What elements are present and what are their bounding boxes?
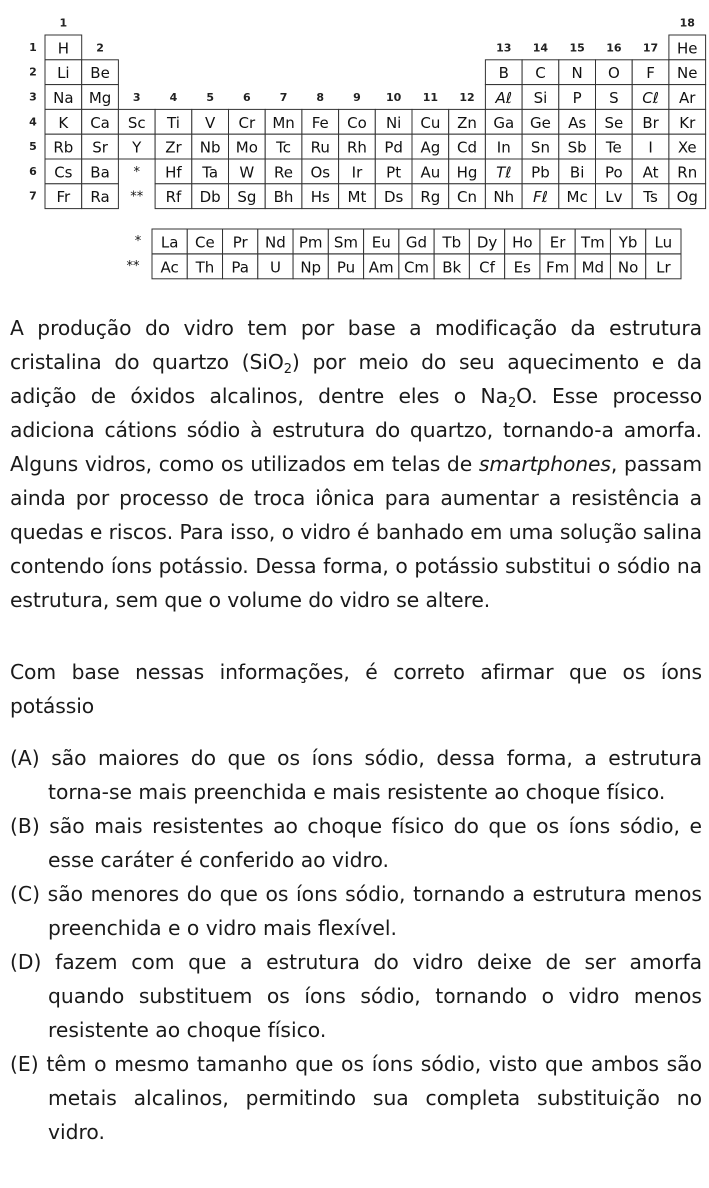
element-symbol: Mt xyxy=(347,188,367,207)
period-label: 7 xyxy=(29,189,37,203)
group-label: 18 xyxy=(679,16,695,30)
element-symbol: Mn xyxy=(272,113,295,132)
element-symbol: Nd xyxy=(265,233,286,252)
element-symbol: Ac xyxy=(160,258,179,277)
group-label: 2 xyxy=(96,41,104,55)
group-label: 6 xyxy=(243,90,251,104)
element-symbol: Na xyxy=(53,89,74,107)
element-symbol: Ge xyxy=(530,113,551,132)
period-label: 3 xyxy=(29,90,37,104)
passage-italic-term: smartphones xyxy=(478,452,611,476)
element-symbol: Hs xyxy=(310,188,330,207)
element-symbol: Lu xyxy=(654,233,673,252)
element-symbol: Te xyxy=(605,138,622,157)
element-symbol: Fm xyxy=(545,258,570,277)
element-symbol: Se xyxy=(604,113,624,132)
group-label: 8 xyxy=(316,90,325,104)
group-label: 14 xyxy=(532,41,549,55)
element-symbol: N xyxy=(571,64,583,83)
element-symbol: Cd xyxy=(457,138,478,157)
element-symbol: Be xyxy=(90,64,110,83)
element-symbol: Pr xyxy=(232,233,248,252)
option-label: (E) xyxy=(10,1052,39,1076)
element-symbol: C xyxy=(535,64,546,83)
element-symbol: Sc xyxy=(127,113,146,132)
period-label: 6 xyxy=(29,164,37,178)
element-symbol: Sr xyxy=(92,138,108,157)
element-symbol: H xyxy=(57,39,69,58)
element-symbol: La xyxy=(160,233,179,252)
group-label: 4 xyxy=(169,90,178,104)
element-symbol: Ce xyxy=(195,233,215,252)
option-label: (C) xyxy=(10,882,40,906)
element-symbol: Mg xyxy=(88,89,112,107)
element-symbol: In xyxy=(496,138,511,157)
option-text: são mais resistentes ao choque físico do que os íons sódio, e esse caráter é conferido ao vidro. xyxy=(48,814,702,872)
element-symbol: Md xyxy=(581,258,605,277)
element-symbol: Bk xyxy=(442,258,462,277)
element-symbol: Fℓ xyxy=(533,188,548,207)
element-symbol: Ti xyxy=(167,113,180,132)
element-symbol: Y xyxy=(132,138,142,157)
element-symbol: Tm xyxy=(580,233,605,252)
element-symbol: Ca xyxy=(90,113,110,132)
element-symbol: Cu xyxy=(420,113,441,132)
lanthanides-marker: * xyxy=(134,233,142,249)
element-symbol: Ru xyxy=(310,138,330,157)
series-marker: ** xyxy=(130,189,144,205)
option-text: são maiores do que os íons sódio, dessa forma, a estrutura torna-se mais preenchida e mais resistente ao choque físico. xyxy=(48,746,702,804)
element-symbol: Tb xyxy=(442,233,462,252)
element-symbol: As xyxy=(568,113,587,132)
element-symbol: Bi xyxy=(569,163,585,182)
element-symbol: Sm xyxy=(333,233,359,252)
answer-options xyxy=(10,741,702,1149)
period-label: 5 xyxy=(29,140,37,154)
passage-text-4: , passam ainda por processo de troca iônica para aumentar a resistência a quedas e riscos. Para isso, o vidro é banhado em uma solução salina contendo íons potássio. Dessa forma, o potássio substitui o sódio na estrutura, sem que o volume do vidro se altere. xyxy=(10,452,703,612)
element-symbol: Cs xyxy=(54,163,73,182)
element-symbol: Xe xyxy=(677,138,697,157)
passage-text-2: ) por meio do seu aquecimento e da adição de óxidos alcalinos, dentre eles o Na xyxy=(10,350,703,408)
element-symbol: Os xyxy=(310,163,331,182)
element-symbol: V xyxy=(205,113,216,132)
option-label: (A) xyxy=(10,746,40,770)
element-symbol: No xyxy=(617,258,639,277)
element-symbol: Ra xyxy=(90,188,110,207)
element-symbol: At xyxy=(642,163,659,182)
element-symbol: Fr xyxy=(56,188,71,207)
group-label: 13 xyxy=(496,41,512,55)
element-symbol: Dy xyxy=(476,233,498,252)
periodic-table xyxy=(0,0,709,290)
question-stem: Com base nessas informações, é correto afirmar que os íons potássio xyxy=(10,660,702,718)
element-symbol: Ar xyxy=(679,89,696,107)
option-label: (D) xyxy=(10,950,42,974)
element-symbol: P xyxy=(572,89,582,107)
element-symbol: Ta xyxy=(202,163,219,182)
element-symbol: Ba xyxy=(90,163,110,182)
group-label: 10 xyxy=(385,90,402,104)
element-symbol: S xyxy=(609,89,619,107)
element-symbol: Si xyxy=(533,89,548,107)
group-label: 16 xyxy=(606,41,622,55)
element-symbol: Rn xyxy=(677,163,698,182)
element-symbol: Cr xyxy=(238,113,256,132)
option-text: são menores do que os íons sódio, tornando a estrutura menos preenchida e o vidro mais flexível. xyxy=(47,882,702,940)
group-label: 15 xyxy=(569,41,585,55)
element-symbol: Db xyxy=(199,188,221,207)
passage-text-3: O. Esse processo adiciona cátions sódio à estrutura do quartzo, tornando-a amorfa. Alguns vidros, como os utilizados em telas de xyxy=(10,384,703,476)
passage-subscript-1: 2 xyxy=(283,362,292,377)
element-symbol: I xyxy=(648,138,653,157)
passage-text-1: A produção do vidro tem por base a modificação da estrutura cristalina do quartzo (SiO xyxy=(10,316,702,374)
element-symbol: Hf xyxy=(165,163,182,182)
passage-subscript-2: 2 xyxy=(507,396,517,411)
element-symbol: Mo xyxy=(235,138,258,157)
option-c[interactable] xyxy=(10,877,702,945)
element-symbol: Ne xyxy=(677,64,698,83)
element-symbol: Rb xyxy=(53,138,74,157)
option-text: fazem com que a estrutura do vidro deixe de ser amorfa quando substituem os íons sódio, tornando o vidro menos resistente ao choque físico. xyxy=(48,950,702,1042)
element-symbol: Ho xyxy=(512,233,533,252)
element-symbol: Sg xyxy=(237,188,257,207)
element-symbol: Lv xyxy=(605,188,623,207)
element-symbol: Gd xyxy=(405,233,428,252)
element-symbol: Sn xyxy=(530,138,550,157)
element-symbol: Po xyxy=(604,163,623,182)
element-symbol: Cℓ xyxy=(642,89,659,107)
element-symbol: He xyxy=(676,39,698,58)
option-a[interactable] xyxy=(10,741,702,809)
element-symbol: Eu xyxy=(371,233,391,252)
element-symbol: Rf xyxy=(165,188,182,207)
element-symbol: Ds xyxy=(383,188,404,207)
element-symbol: Cm xyxy=(403,258,430,277)
element-symbol: Nh xyxy=(493,188,515,207)
element-symbol: Rh xyxy=(346,138,367,157)
element-symbol: Li xyxy=(57,64,70,83)
element-symbol: Pa xyxy=(231,258,249,277)
element-symbol: Yb xyxy=(618,233,638,252)
element-symbol: Ag xyxy=(420,138,441,157)
element-symbol: U xyxy=(269,258,281,277)
group-label: 17 xyxy=(642,41,659,55)
element-symbol: Og xyxy=(676,188,698,207)
element-symbol: Fe xyxy=(311,113,329,132)
group-label: 7 xyxy=(279,90,288,104)
element-symbol: Tℓ xyxy=(496,163,512,182)
element-symbol: Tc xyxy=(276,138,291,157)
element-symbol: Nb xyxy=(199,138,221,157)
group-label: 1 xyxy=(59,16,68,30)
group-label: 11 xyxy=(422,90,439,104)
element-symbol: Zn xyxy=(457,113,477,132)
element-symbol: Br xyxy=(642,113,659,132)
element-symbol: Pm xyxy=(298,233,323,252)
element-symbol: Er xyxy=(549,233,566,252)
element-symbol: Ir xyxy=(351,163,363,182)
element-symbol: Cn xyxy=(457,188,478,207)
element-symbol: Es xyxy=(513,258,531,277)
element-symbol: Ni xyxy=(385,113,402,132)
group-label: 3 xyxy=(132,90,141,104)
option-text: têm o mesmo tamanho que os íons sódio, visto que ambos são metais alcalinos, permitindo sua completa substituição no vidro. xyxy=(46,1052,702,1144)
element-symbol: K xyxy=(58,113,69,132)
element-symbol: Hg xyxy=(456,163,478,182)
element-symbol: Cf xyxy=(479,258,495,277)
period-label: 4 xyxy=(29,115,37,129)
element-symbol: Ts xyxy=(643,188,658,207)
option-d[interactable] xyxy=(10,945,702,1047)
element-symbol: F xyxy=(646,64,655,83)
option-e[interactable] xyxy=(10,1047,702,1149)
group-label: 12 xyxy=(459,90,475,104)
element-symbol: Am xyxy=(368,258,394,277)
element-symbol: Ga xyxy=(493,113,515,132)
element-symbol: Np xyxy=(300,258,322,277)
actinides-marker: ** xyxy=(126,258,140,274)
element-symbol: W xyxy=(239,163,255,182)
element-symbol: Pb xyxy=(531,163,550,182)
element-symbol: Bh xyxy=(273,188,294,207)
element-symbol: Pu xyxy=(336,258,356,277)
element-symbol: Re xyxy=(274,163,294,182)
element-symbol: Rg xyxy=(420,188,441,207)
element-symbol: Pd xyxy=(384,138,403,157)
element-symbol: Pt xyxy=(386,163,402,182)
element-symbol: Kr xyxy=(679,113,696,132)
option-b[interactable] xyxy=(10,809,702,877)
element-symbol: Aℓ xyxy=(495,89,512,107)
group-label: 9 xyxy=(353,90,361,104)
element-symbol: B xyxy=(498,64,509,83)
element-symbol: Th xyxy=(195,258,215,277)
passage xyxy=(10,311,702,617)
element-symbol: Zr xyxy=(165,138,182,157)
element-symbol: Mc xyxy=(566,188,588,207)
element-symbol: Co xyxy=(347,113,367,132)
period-label: 1 xyxy=(29,40,37,54)
option-label: (B) xyxy=(10,814,40,838)
series-marker: * xyxy=(133,164,140,180)
element-symbol: Sb xyxy=(567,138,587,157)
period-label: 2 xyxy=(29,65,37,79)
element-symbol: Au xyxy=(420,163,441,182)
element-symbol: Lr xyxy=(656,258,671,277)
group-label: 5 xyxy=(206,90,214,104)
element-symbol: O xyxy=(607,64,620,83)
